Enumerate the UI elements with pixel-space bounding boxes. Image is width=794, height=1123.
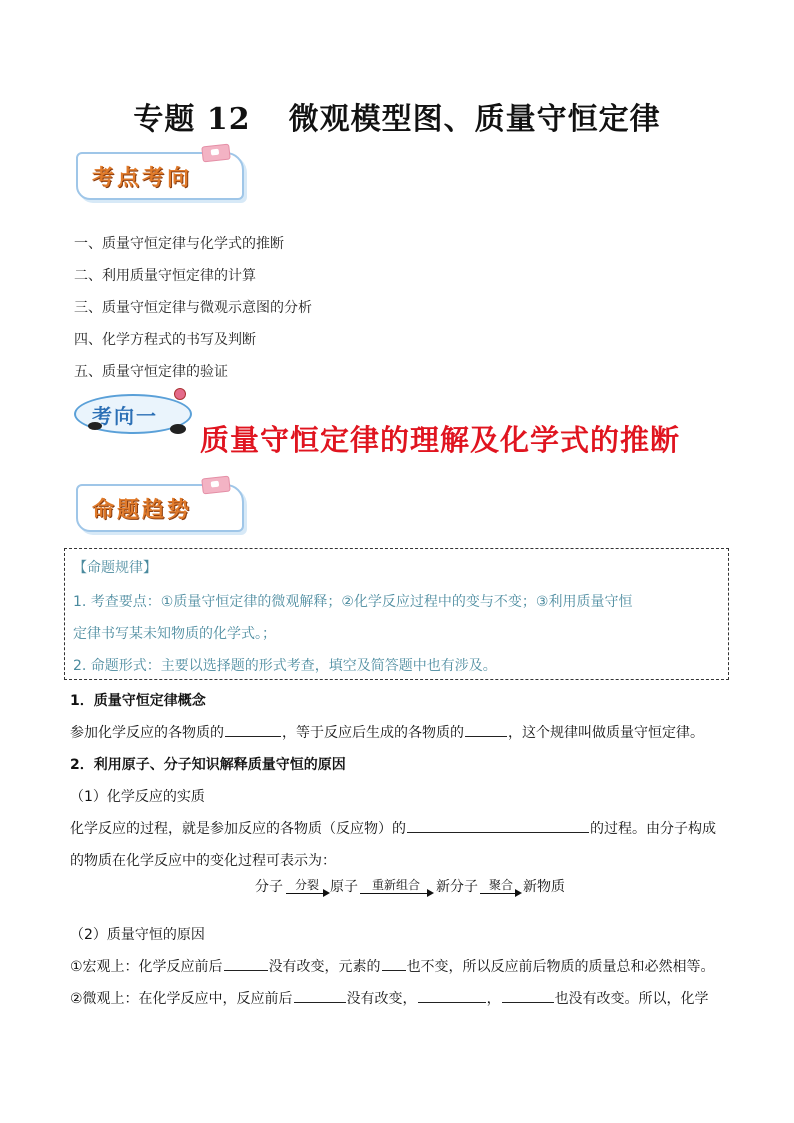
- fill-blank: [382, 956, 406, 971]
- paragraph: 的物质在化学反应中的变化过程可表示为：: [70, 853, 336, 869]
- outline-item: 一、质量守恒定律与化学式的推断: [74, 236, 284, 252]
- arrow-icon: [286, 893, 328, 894]
- arrow-icon: [360, 893, 432, 894]
- text-run: 也不变，所以反应前后物质的质量总和必然相等。: [406, 959, 715, 975]
- sub-heading: （2）质量守恒的原因: [70, 927, 205, 943]
- rules-box: [64, 548, 729, 680]
- text-run: 的过程。由分子构成: [590, 821, 716, 837]
- section1-heading: 1．质量守恒定律概念: [70, 693, 206, 709]
- eq-yuanzi: 原子: [330, 879, 358, 895]
- page-title: [0, 94, 794, 138]
- fill-blank: [418, 988, 486, 1003]
- section1-paragraph: [70, 722, 704, 742]
- paragraph: [70, 956, 715, 976]
- outline-item: 四、化学方程式的书写及判断: [74, 332, 256, 348]
- text-run: 化学反应的过程，就是参加反应的各物质（反应物）的: [70, 821, 406, 837]
- eq-xinwuzhi: 新物质: [523, 879, 565, 895]
- text-run: ①宏观上：化学反应前后: [70, 959, 223, 975]
- tag-kaodian-label: 考点考向: [92, 166, 193, 191]
- text-run: ，等于反应后生成的各物质的: [282, 725, 464, 741]
- paperclip-icon: [201, 476, 231, 495]
- rules-head: 【命题规律】: [73, 560, 157, 576]
- eq-fenzi: 分子: [255, 879, 283, 895]
- direction-badge: [74, 390, 194, 436]
- title-text: 微观模型图、质量守恒定律: [288, 102, 661, 137]
- direction-heading: 质量守恒定律的理解及化学式的推断: [200, 423, 681, 457]
- outline-item: 二、利用质量守恒定律的计算: [74, 268, 256, 284]
- outline-item: 五、质量守恒定律的验证: [74, 364, 228, 380]
- rules-line: 1. 考查要点：①质量守恒定律的微观解释；②化学反应过程中的变与不变；③利用质量守恒: [73, 594, 633, 610]
- sub-heading: （1）化学反应的实质: [70, 789, 205, 805]
- paragraph: [70, 818, 716, 838]
- eq-xinfenzi: 新分子: [436, 879, 478, 895]
- text-run: 参加化学反应的各物质的: [70, 725, 224, 741]
- eq-label-juhe: 聚合: [489, 878, 514, 892]
- rules-line: 定律书写某未知物质的化学式。；: [73, 626, 276, 642]
- badge-dot-icon: [170, 424, 186, 434]
- eq-label-chongxin: 重新组合: [372, 878, 421, 892]
- eq-label-fenlie: 分裂: [295, 878, 320, 892]
- arrow-icon: [480, 893, 520, 894]
- direction-badge-label: 考向一: [92, 404, 158, 428]
- text-run: 没有改变，元素的: [268, 959, 381, 975]
- fill-blank: [225, 722, 281, 737]
- fill-blank: [502, 988, 554, 1003]
- title-number: 专题 12: [133, 102, 251, 137]
- fill-blank: [224, 956, 268, 971]
- tag-mingti-label: 命题趋势: [92, 498, 193, 523]
- text-run: 也没有改变。所以，化学: [554, 991, 709, 1007]
- text-run: ，这个规律叫做质量守恒定律。: [508, 725, 704, 741]
- paragraph: [70, 988, 709, 1008]
- fill-blank: [407, 818, 589, 833]
- tag-mingti: [76, 484, 244, 532]
- section2-heading: 2．利用原子、分子知识解释质量守恒的原因: [70, 757, 346, 773]
- paperclip-icon: [201, 144, 231, 163]
- outline-item: 三、质量守恒定律与微观示意图的分析: [74, 300, 312, 316]
- fill-blank: [465, 722, 507, 737]
- fill-blank: [294, 988, 346, 1003]
- outline-list: [74, 228, 312, 388]
- text-run: 没有改变，: [346, 991, 417, 1007]
- text-run: ，: [486, 991, 501, 1007]
- rules-line: 2. 命题形式：主要以选择题的形式考查，填空及简答题中也有涉及。: [73, 658, 497, 674]
- text-run: ②微观上：在化学反应中，反应前后: [70, 991, 293, 1007]
- tag-kaodian: [76, 152, 244, 200]
- badge-dot-icon: [174, 388, 186, 400]
